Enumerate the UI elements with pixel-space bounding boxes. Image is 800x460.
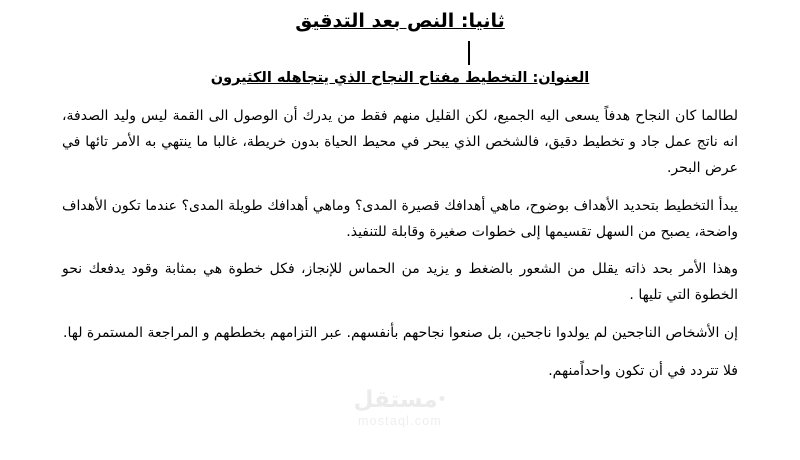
watermark-brand-text: مستقل bbox=[353, 387, 438, 413]
section-heading: العنوان: التخطيط مفتاح النجاح الذي يتجاهله الكثيرون bbox=[210, 69, 590, 86]
paragraph-4: إن الأشخاص الناجحين لم يولدوا ناجحين، بل صنعوا نجاحهم بأنفسهم. عبر التزامهم بخططهم و المراجعة المستمرة لها. bbox=[63, 325, 738, 342]
paragraph-1: لطالما كان النجاح هدفاً يسعى اليه الجميع، لكن القليل منهم فقط من يدرك أن الوصول الى القمة ليس وليد الصدفة، انه ناتج عمل جاد و تخطيط دقيق، فالشخص الذي يبحر في محيط الحياة بدون خريطة، غالبا ما ينتهي به الأمر تائها في عرض البحر. bbox=[62, 107, 738, 176]
watermark-url: mostaql.com bbox=[357, 414, 443, 429]
text-cursor-row bbox=[62, 34, 738, 68]
text-caret[interactable] bbox=[468, 41, 470, 65]
document-body bbox=[62, 0, 738, 460]
paragraph-5: فلا تتردد في أن تكون واحداًمنهم. bbox=[548, 363, 738, 380]
paragraph-2: يبدأ التخطيط بتحديد الأهداف بوضوح، ماهي أهدافك قصيرة المدى؟ وماهي أهدافك طويلة المدى؟ عندما تكون الأهداف واضحة، يصبح من السهل تقسيمها إلى خطوات صغيرة وقابلة للتنفيذ. bbox=[62, 197, 738, 240]
paragraph-3: وهذا الأمر بحد ذاته يقلل من الشعور بالضغط و يزيد من الحماس للإنجاز، فكل خطوة هي بمثابة وقود يدفعك نحو الخطوة التي تليها . bbox=[62, 261, 738, 304]
document-title: ثانيا: النص بعد التدقيق bbox=[295, 10, 505, 32]
